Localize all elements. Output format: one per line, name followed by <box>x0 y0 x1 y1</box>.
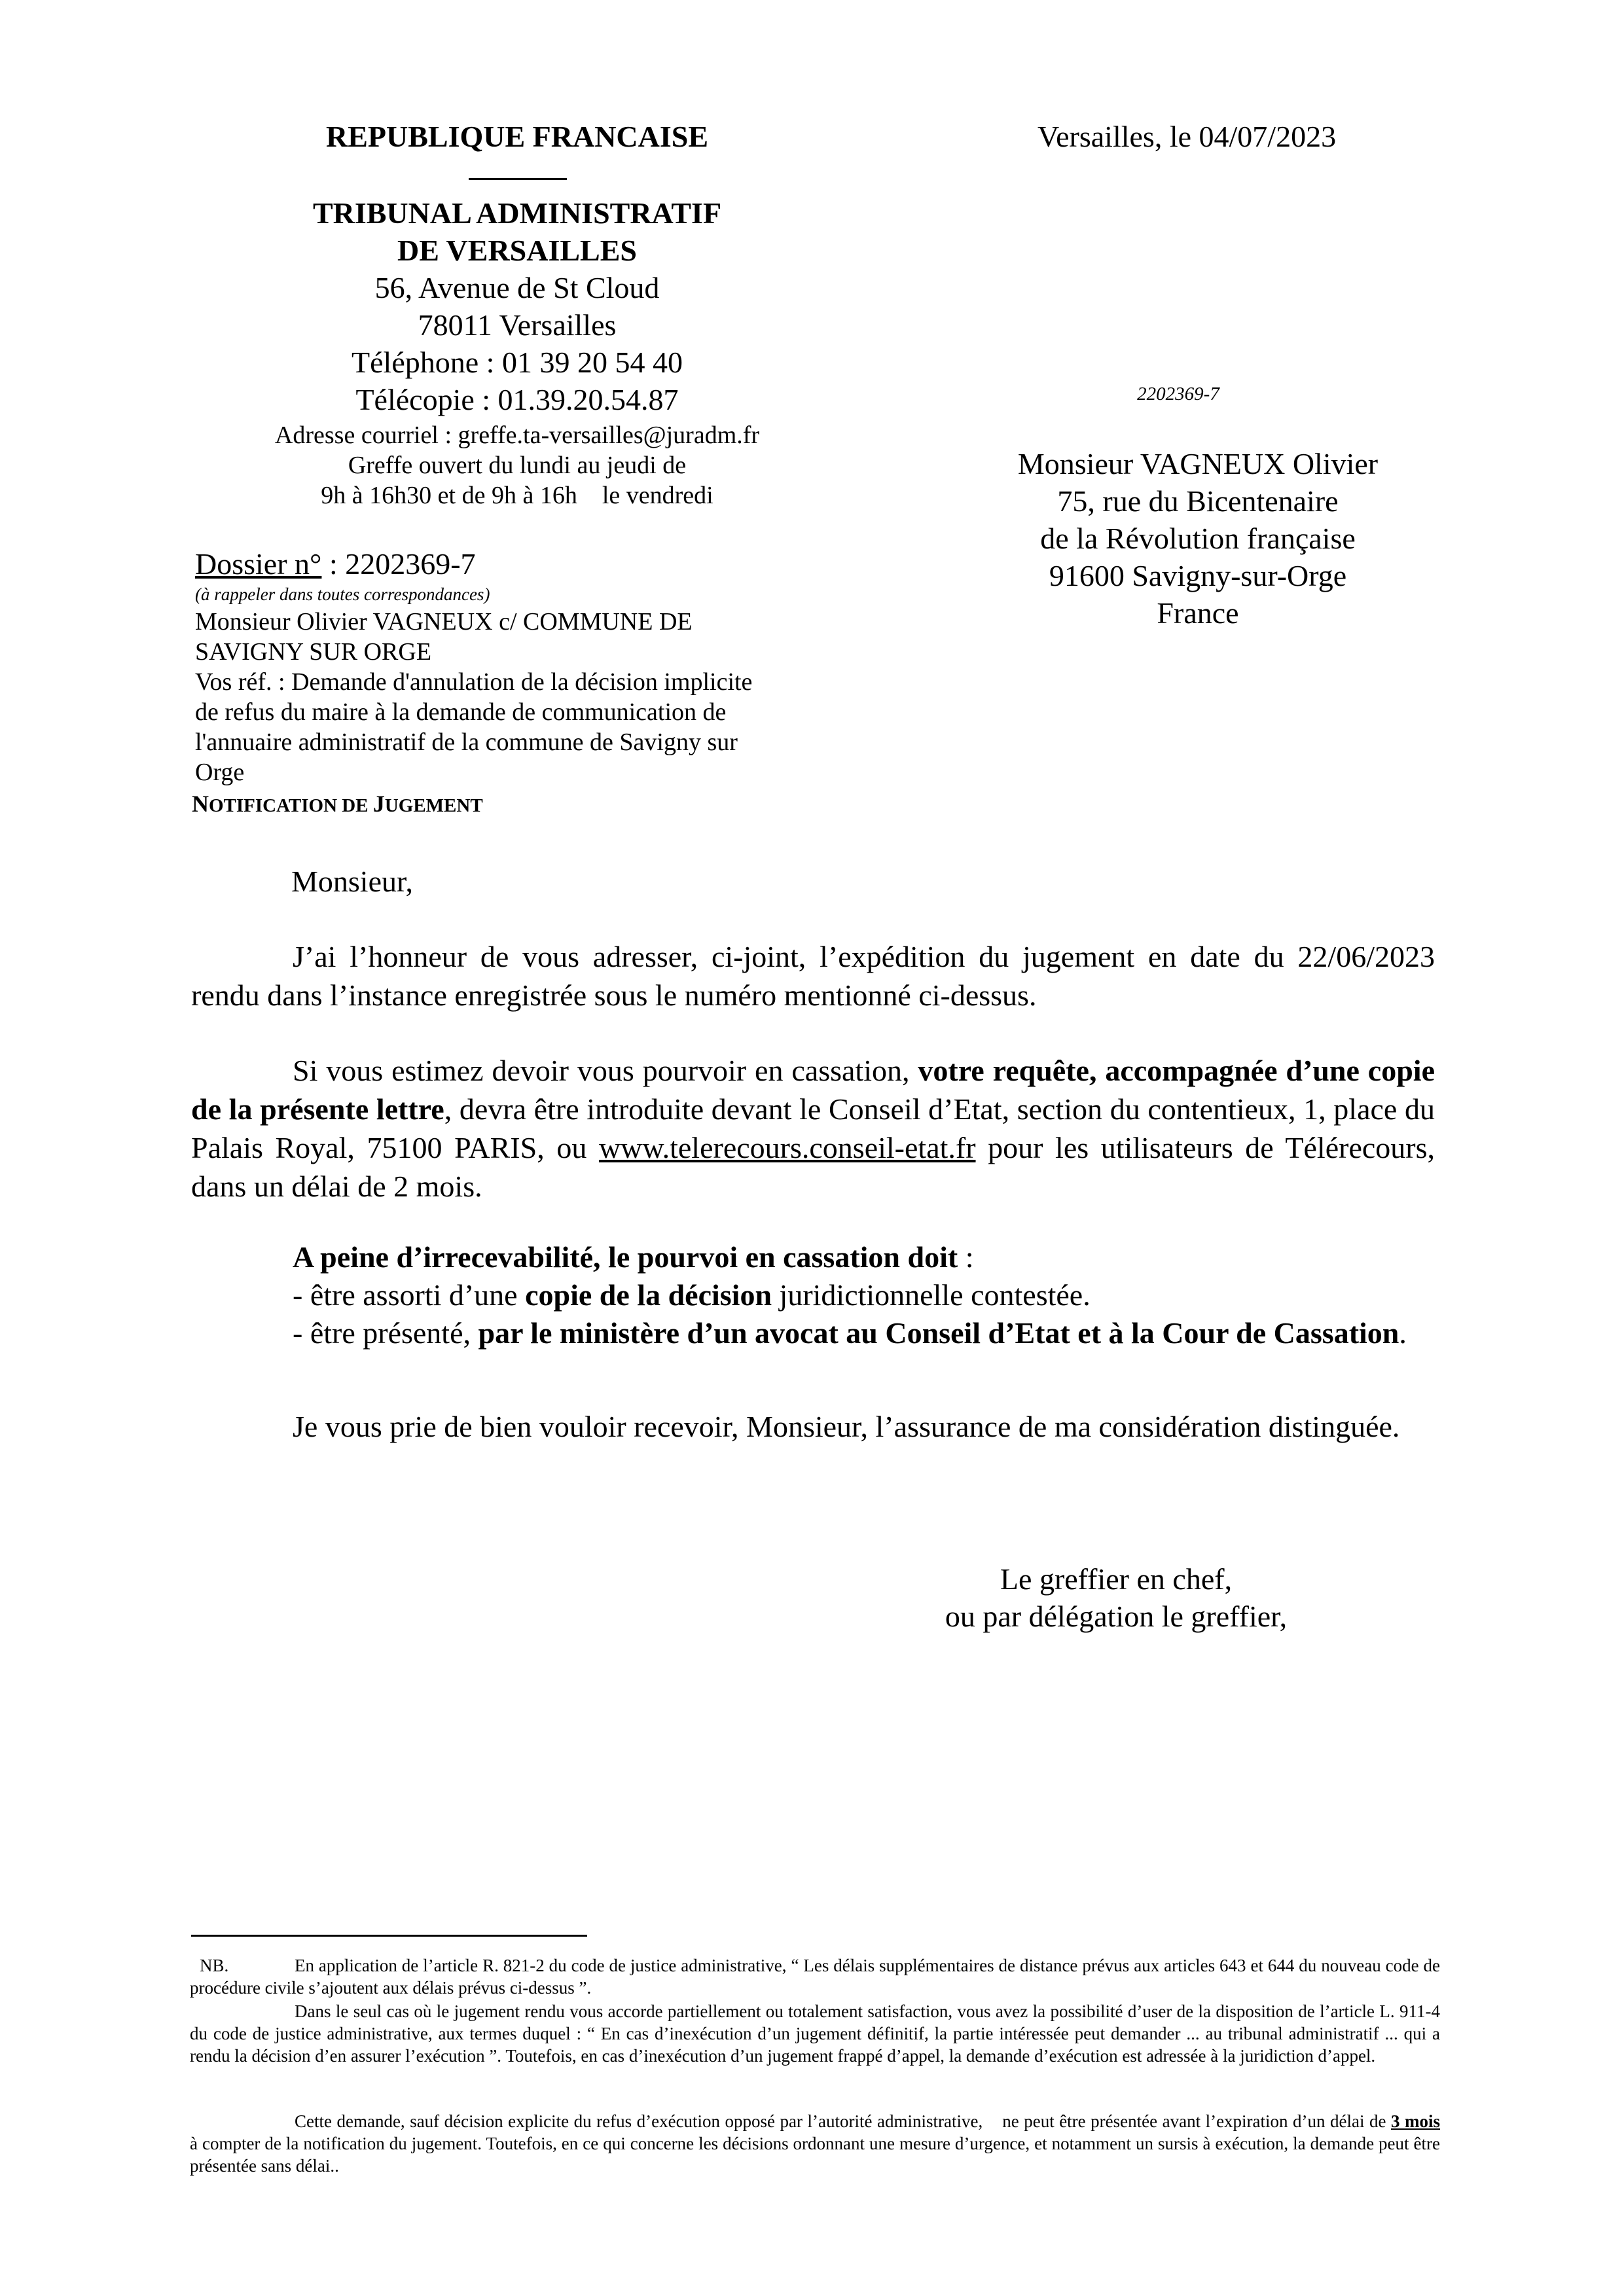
republic-heading: REPUBLIQUE FRANCAISE <box>325 120 709 153</box>
telerecours-link[interactable]: www.telerecours.conseil-etat.fr <box>598 1131 976 1164</box>
recipient-city: 91600 Savigny-sur-Orge <box>1049 559 1347 592</box>
signature-line2: ou par délégation le greffier, <box>945 1600 1288 1633</box>
paragraph-closing: Je vous prie de bien vouloir recevoir, Monsieur, l’assurance de ma considération distinguée. <box>293 1410 1400 1443</box>
recipient-name: Monsieur VAGNEUX Olivier <box>1017 447 1379 480</box>
paragraph-judgment: J’ai l’honneur de vous adresser, ci-joint, l’expédition du jugement en date du 22/06/2023 rendu dans l’instance enregistrée sous le numéro mentionné ci-dessus. <box>191 940 1435 1012</box>
dossier-parties-line2: SAVIGNY SUR ORGE <box>195 638 432 666</box>
admissibility-heading <box>293 1238 1445 1276</box>
recipient-country: France <box>1157 596 1239 630</box>
footnote-nb: NB. <box>200 1956 229 1975</box>
court-name-line1: TRIBUNAL ADMINISTRATIF <box>312 196 722 230</box>
signature-line1: Le greffier en chef, <box>1000 1562 1233 1596</box>
requirement-copy <box>293 1276 1445 1314</box>
footnote-p3-b: à compter de la notification du jugement. Toutefois, en ce qui concerne les décisions ordonnant une mesure d’urgence, et notamment un sursis à exécution, la demande peut être présentée sans délai.. <box>190 2111 1454 2176</box>
date-line: Versailles, le 04/07/2023 <box>1038 120 1337 153</box>
notification-cap-n: N <box>192 791 209 817</box>
cassation-bold: votre requête, accompagnée d’une copie de la présente lettre <box>191 1054 1435 1126</box>
footnote-p1-text: En application de l’article R. 821-2 du code de justice administrative, “ Les délais supplémentaires de distance prévus aux articles 643 et 644 du nouveau code de procédure civile s’ajoutent aux délais prévus ci-dessus ”. <box>190 1956 1440 1998</box>
requirement-lawyer-bold: par le ministère d’un avocat au Conseil d’Etat et à la Cour de Cassation <box>478 1316 1399 1350</box>
paragraph-cassation <box>191 1051 1473 1206</box>
footnote-paragraph-2: Dans le seul cas où le jugement rendu vous accorde partiellement ou totalement satisfaction, vous avez la possibilité d’user de la disposition de l’article L. 911-4 du code de justice administrative, aux termes duquel : “ En cas d’inexécution d’un jugement définitif, la partie intéressée peut demander ... au tribunal administratif ... qui a rendu la décision d’en assurer l’exécution ”. Toutefois, en cas d’inexécution d’un jugement frappé d’appel, la demande d’exécution est adressée à la juridiction d’appel. <box>190 2001 1440 2066</box>
requirement-copy-a: - être assorti d’une <box>293 1278 526 1312</box>
dossier-label: Dossier n° <box>195 547 322 581</box>
requirement-lawyer-a: - être présenté, <box>293 1316 478 1350</box>
dossier-ref-line3: l'annuaire administratif de la commune de Savigny sur <box>195 728 738 756</box>
court-phone: Téléphone : 01 39 20 54 40 <box>352 346 683 379</box>
salutation: Monsieur, <box>291 865 413 898</box>
requirement-copy-bold: copie de la décision <box>525 1278 772 1312</box>
admissibility-colon: : <box>958 1240 974 1274</box>
footnote-paragraph-3 <box>190 2110 1454 2177</box>
cassation-text-3: pour les utilisateurs de Télérecours, dans un délai de 2 mois. <box>191 1131 1473 1203</box>
dossier-parties-line1: Monsieur Olivier VAGNEUX c/ COMMUNE DE <box>195 608 693 636</box>
court-email: Adresse courriel : greffe.ta-versailles@juradm.fr <box>274 422 760 449</box>
court-hours-line2: 9h à 16h30 et de 9h à 16h le vendredi <box>321 482 713 509</box>
notification-heading <box>192 789 483 820</box>
recipient-street1: 75, rue du Bicentenaire <box>1057 484 1339 518</box>
court-address-street: 56, Avenue de St Cloud <box>374 271 660 304</box>
footnote-paragraph-1 <box>190 1954 1440 1999</box>
reference-code: 2202369-7 <box>1137 384 1219 404</box>
header-divider <box>469 178 567 180</box>
court-name-line2: DE VERSAILLES <box>397 234 638 267</box>
dossier-ref-line2: de refus du maire à la demande de communication de <box>195 698 727 726</box>
dossier-reminder: (à rappeler dans toutes correspondances) <box>195 584 490 604</box>
court-address-city: 78011 Versailles <box>418 308 617 342</box>
footnote-separator <box>191 1935 587 1937</box>
court-fax: Télécopie : 01.39.20.54.87 <box>355 383 679 416</box>
court-hours-line1: Greffe ouvert du lundi au jeudi de <box>348 452 687 479</box>
dossier-number: : 2202369-7 <box>321 547 476 581</box>
requirement-lawyer-b: . <box>1399 1316 1407 1350</box>
recipient-street2: de la Révolution française <box>1040 522 1356 555</box>
footnote-p3-a: Cette demande, sauf décision explicite du refus d’exécution opposé par l’autorité administrative, ne peut être présentée avant l’expiration d’un délai de <box>295 2111 1391 2131</box>
footnote-p3-bold: 3 mois <box>1391 2111 1441 2131</box>
notification-small-1: OTIFICATION DE <box>209 795 373 816</box>
notification-cap-j: J <box>372 791 385 817</box>
cassation-text-1: Si vous estimez devoir vous pourvoir en cassation, <box>293 1054 918 1087</box>
requirement-lawyer <box>293 1314 1418 1352</box>
dossier-number-line <box>195 545 823 583</box>
cassation-text-2: , devra être introduite devant le Conseil d’Etat, section du contentieux, 1, place du Palais Royal, 75100 PARIS, ou <box>191 1092 1435 1164</box>
notification-small-2: UGEMENT <box>384 795 483 816</box>
dossier-ref-line1: Vos réf. : Demande d'annulation de la décision implicite <box>195 668 753 696</box>
admissibility-bold: A peine d’irrecevabilité, le pourvoi en cassation doit <box>293 1240 958 1274</box>
requirement-copy-b: juridictionnelle contestée. <box>772 1278 1091 1312</box>
dossier-ref-line4: Orge <box>195 759 245 786</box>
